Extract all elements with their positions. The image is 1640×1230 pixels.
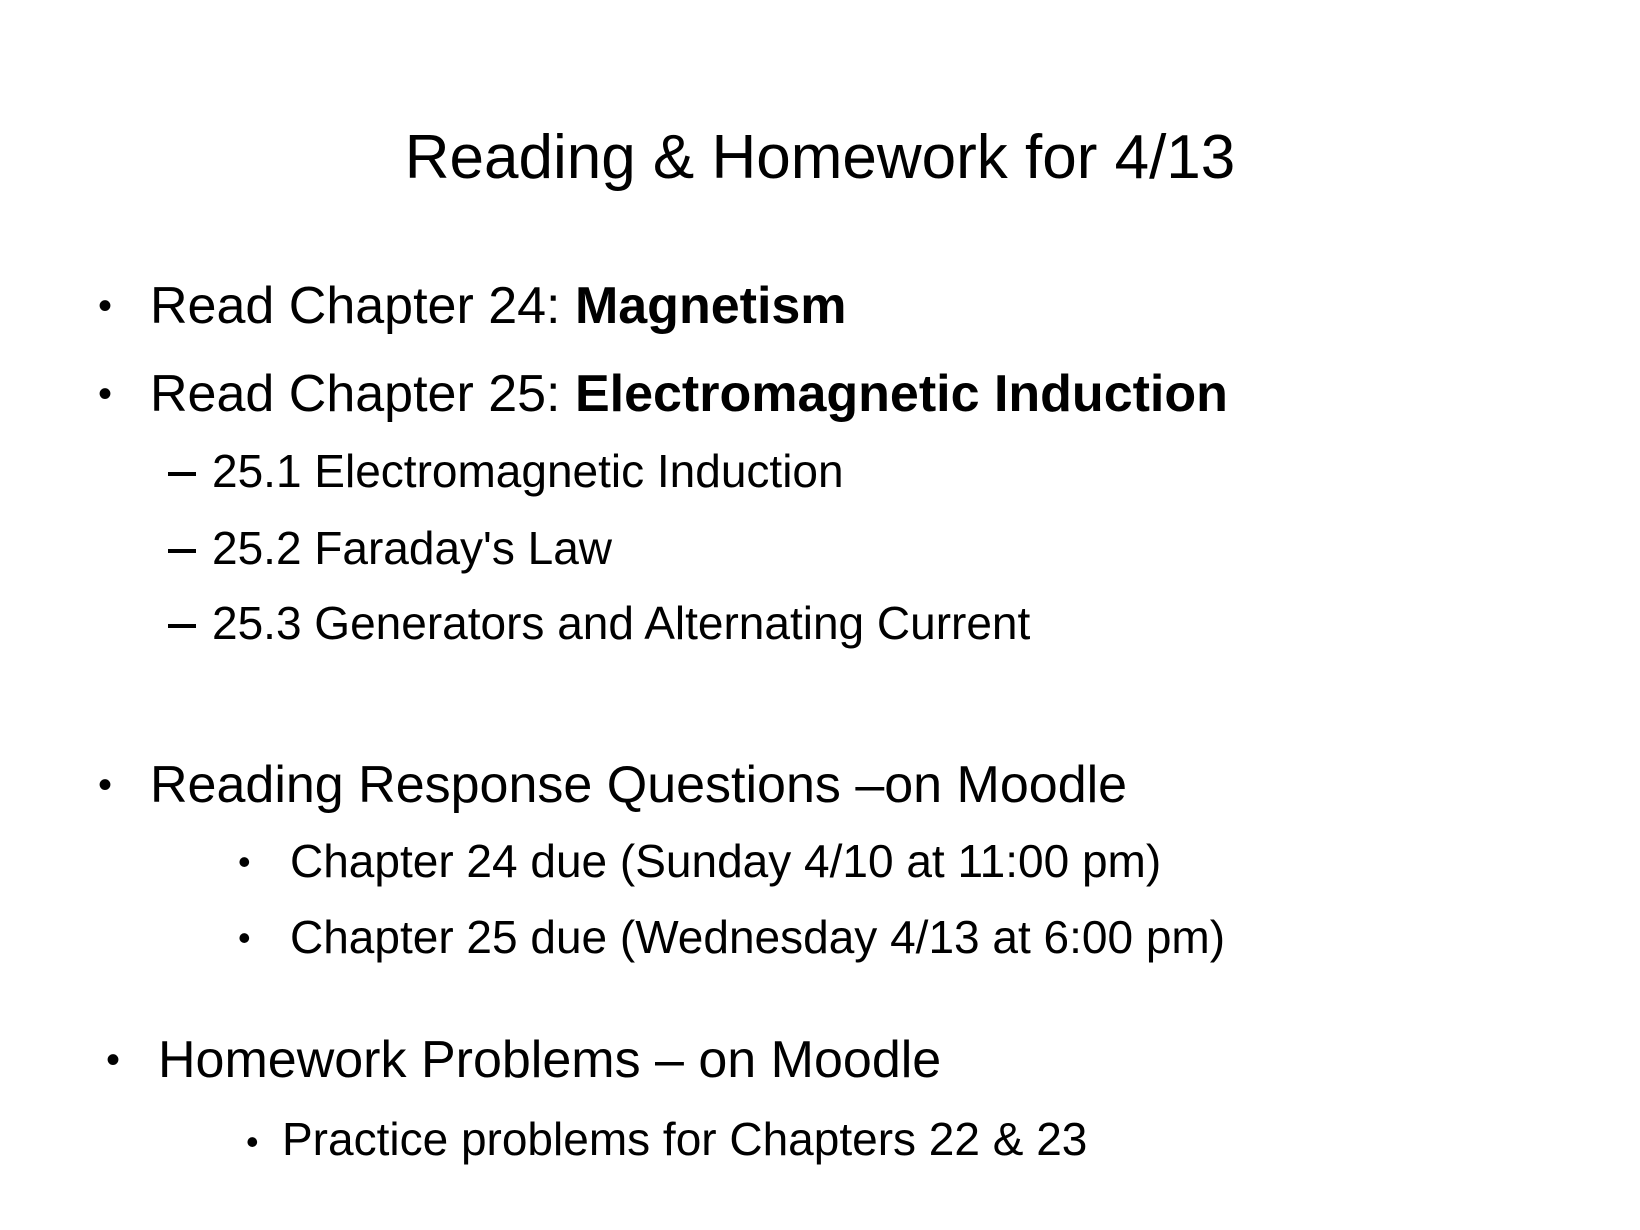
reading-item-chapter-24 [150,276,847,336]
due-item: Chapter 24 due (Sunday 4/10 at 11:00 pm) [290,835,1162,887]
bullet-icon: • [238,917,251,958]
reading-item-prefix: Read Chapter 24: [150,277,575,335]
section-item: 25.3 Generators and Alternating Current [212,597,1031,649]
homework-heading: Homework Problems – on Moodle [158,1031,942,1089]
due-item: Chapter 25 due (Wednesday 4/13 at 6:00 pm) [290,911,1226,963]
chapter-title: Magnetism [574,277,847,335]
section-item: 25.1 Electromagnetic Induction [212,445,844,497]
dash-icon [168,472,196,476]
bullet-icon: • [98,372,113,416]
reading-item-chapter-25 [150,364,1228,424]
dash-icon [168,624,196,628]
homework-item: Practice problems for Chapters 22 & 23 [282,1113,1088,1165]
dash-icon [168,549,196,553]
bullet-icon: • [98,284,113,328]
bullet-icon: • [106,1038,121,1082]
chapter-title: Electromagnetic Induction [574,365,1228,423]
bullet-icon: • [246,1121,259,1162]
bullet-icon: • [238,841,251,882]
reading-response-heading: Reading Response Questions –on Moodle [150,756,1128,814]
reading-item-prefix: Read Chapter 25: [150,365,575,423]
slide-title: Reading & Homework for 4/13 [404,123,1236,192]
bullet-icon: • [98,763,113,807]
section-item: 25.2 Faraday's Law [212,522,613,574]
